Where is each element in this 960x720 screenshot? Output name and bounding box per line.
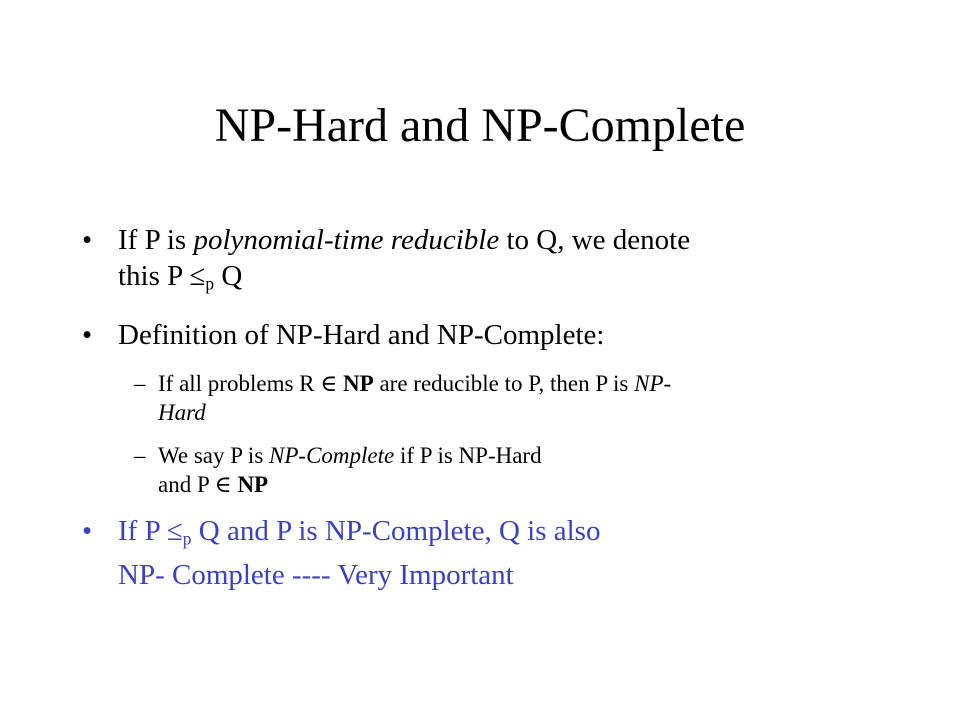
term-np-complete: NP-Complete — [269, 443, 395, 469]
text: We say P is — [158, 443, 270, 469]
text: Q and P is NP-Complete, Q is also — [191, 515, 601, 548]
text: and P — [158, 472, 215, 498]
bullet-marker: • — [82, 515, 93, 548]
bullet-reducible — [82, 222, 902, 301]
text: this P — [118, 260, 190, 292]
text: If P — [118, 515, 167, 548]
subbullet-np-complete — [82, 441, 902, 499]
bullet-marker: • — [82, 224, 93, 256]
dash-marker: – — [134, 443, 146, 469]
bullet-definition — [82, 317, 902, 353]
text: If all problems R — [158, 371, 321, 397]
dash-marker: – — [134, 371, 146, 397]
subscript-p: p — [205, 273, 215, 294]
le-symbol: ≤ — [166, 515, 183, 548]
term-hard: Hard — [158, 400, 206, 426]
element-of-symbol: ∈ — [214, 472, 232, 498]
np-bold: NP — [337, 371, 374, 397]
subscript-p: p — [182, 528, 192, 549]
bullet-list — [82, 222, 902, 609]
text: Q — [214, 260, 243, 292]
text: are reducible to P, then P is — [373, 371, 635, 397]
element-of-symbol: ∈ — [320, 371, 338, 397]
text: to Q, we denote — [499, 224, 691, 256]
text: if P is NP-Hard — [394, 443, 542, 469]
term-polynomial-time-reducible: polynomial-time reducible — [193, 224, 500, 256]
slide-title: NP-Hard and NP-Complete — [214, 99, 746, 152]
bullet-marker: • — [82, 319, 93, 352]
le-symbol: ≤ — [189, 260, 206, 292]
bullet-important — [82, 513, 902, 592]
np-bold: NP — [231, 472, 269, 498]
text: NP- Complete ---- Very Important — [118, 558, 514, 591]
subbullet-np-hard — [82, 369, 902, 427]
term-np: NP- — [634, 371, 672, 397]
text: Definition of NP-Hard and NP-Complete: — [118, 319, 605, 352]
text: If P is — [118, 224, 194, 256]
